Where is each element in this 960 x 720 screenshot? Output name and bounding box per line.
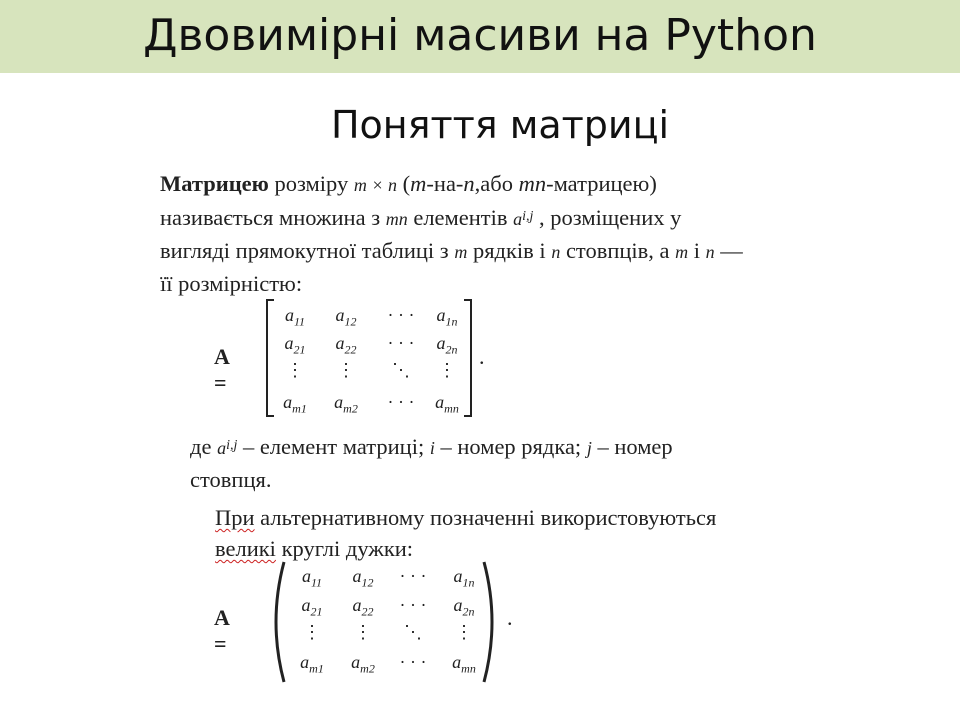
math: n bbox=[705, 242, 715, 262]
text: , розміщених у bbox=[533, 205, 682, 230]
math-sub: i,j bbox=[226, 438, 238, 453]
matrix-period: . bbox=[479, 344, 485, 369]
matrix-label: A = bbox=[214, 605, 229, 656]
alternative-line-2 bbox=[215, 533, 855, 564]
matrix-cell: $a_{22}$ bbox=[352, 595, 374, 619]
text: альтернативному позначенні використовуються bbox=[254, 505, 717, 530]
matrix-cell: $a_{12}$ bbox=[335, 305, 357, 329]
definition-line-1 bbox=[160, 168, 880, 201]
math: m bbox=[675, 242, 689, 262]
text: де bbox=[190, 434, 218, 459]
definition-line-3 bbox=[160, 235, 880, 268]
explanation-paragraph bbox=[190, 430, 830, 495]
matrix-period: . bbox=[507, 605, 513, 630]
definition-line-2 bbox=[160, 201, 880, 235]
math: mn bbox=[385, 209, 408, 229]
text: – елемент матриці; bbox=[237, 434, 430, 459]
text: -на- bbox=[426, 171, 464, 196]
matrix-cell: ⋮ bbox=[286, 360, 304, 380]
math: a bbox=[217, 438, 227, 458]
matrix-cell: ⋱ bbox=[404, 622, 422, 642]
matrix-cell: · · · bbox=[399, 595, 427, 615]
text: -матрицею) bbox=[546, 171, 657, 196]
matrix-cell: · · · bbox=[399, 652, 427, 672]
right-square-bracket bbox=[462, 298, 474, 418]
math: mn bbox=[518, 171, 547, 196]
math: m × n bbox=[353, 175, 398, 195]
math-sub: i,j bbox=[522, 209, 534, 224]
text: елементів bbox=[407, 205, 514, 230]
text: і bbox=[688, 238, 706, 263]
matrix-cell: $a_{11}$ bbox=[301, 566, 323, 590]
text: – номер bbox=[591, 434, 673, 459]
matrix-cell: $a_{2n}$ bbox=[436, 333, 458, 357]
term-bold: Матрицею bbox=[160, 171, 269, 196]
alternative-paragraph bbox=[215, 502, 855, 564]
matrix-cell: $a_{m2}$ bbox=[334, 392, 358, 416]
matrix-cell: $a_{m1}$ bbox=[300, 652, 324, 676]
matrix-cell: $a_{21}$ bbox=[301, 595, 323, 619]
explanation-line-1 bbox=[190, 430, 830, 464]
matrix-label: A = bbox=[214, 344, 229, 395]
matrix-cell: · · · bbox=[387, 333, 415, 353]
text: називається множина з bbox=[160, 205, 386, 230]
math: n bbox=[551, 242, 561, 262]
text: стовпців, а bbox=[560, 238, 676, 263]
matrix-cell: · · · bbox=[387, 305, 415, 325]
matrix-cell: $a_{mn}$ bbox=[435, 392, 459, 416]
slide-title: Двовимірні масиви на Python bbox=[143, 10, 817, 61]
matrix-cell: $a_{1n}$ bbox=[436, 305, 458, 329]
matrix-cell: ⋮ bbox=[438, 360, 456, 380]
text: — bbox=[714, 238, 743, 263]
math: m bbox=[454, 242, 468, 262]
matrix-cell: $a_{12}$ bbox=[352, 566, 374, 590]
matrix-cell: ⋮ bbox=[337, 360, 355, 380]
matrix-cell: · · · bbox=[399, 566, 427, 586]
matrix-cell: $a_{21}$ bbox=[284, 333, 306, 357]
math: n bbox=[463, 171, 475, 196]
text: розміру bbox=[268, 171, 354, 196]
right-round-bracket bbox=[480, 560, 502, 684]
text: ,або bbox=[474, 171, 519, 196]
matrix-cell: $a_{m1}$ bbox=[283, 392, 307, 416]
text: рядків і bbox=[467, 238, 552, 263]
alternative-line-1 bbox=[215, 502, 855, 533]
math: a bbox=[513, 209, 523, 229]
text: вигляді прямокутної таблиці з bbox=[160, 238, 455, 263]
matrix-cell: $a_{22}$ bbox=[335, 333, 357, 357]
definition-line-4: її розмірністю: bbox=[160, 271, 303, 296]
matrix-cell: ⋱ bbox=[392, 360, 410, 380]
explanation-line-2: стовпця. bbox=[190, 467, 272, 492]
matrix-cell: $a_{1n}$ bbox=[453, 566, 475, 590]
text: – номер рядка; bbox=[434, 434, 587, 459]
matrix-cell: · · · bbox=[387, 392, 415, 412]
math: j bbox=[586, 438, 592, 458]
math: i bbox=[429, 438, 435, 458]
matrix-cell: ⋮ bbox=[455, 622, 473, 642]
slide-subtitle: Поняття матриці bbox=[330, 103, 670, 147]
text: великі bbox=[215, 536, 276, 561]
definition-paragraph bbox=[160, 168, 880, 299]
matrix-cell: $a_{2n}$ bbox=[453, 595, 475, 619]
math: m bbox=[410, 171, 427, 196]
matrix-cell: ⋮ bbox=[354, 622, 372, 642]
matrix-cell: $a_{mn}$ bbox=[452, 652, 476, 676]
matrix-cell: $a_{m2}$ bbox=[351, 652, 375, 676]
matrix-cell: $a_{11}$ bbox=[284, 305, 306, 329]
text: При bbox=[215, 505, 255, 530]
text: круглі дужки: bbox=[275, 536, 414, 561]
matrix-cell: ⋮ bbox=[303, 622, 321, 642]
text: ( bbox=[397, 171, 411, 196]
